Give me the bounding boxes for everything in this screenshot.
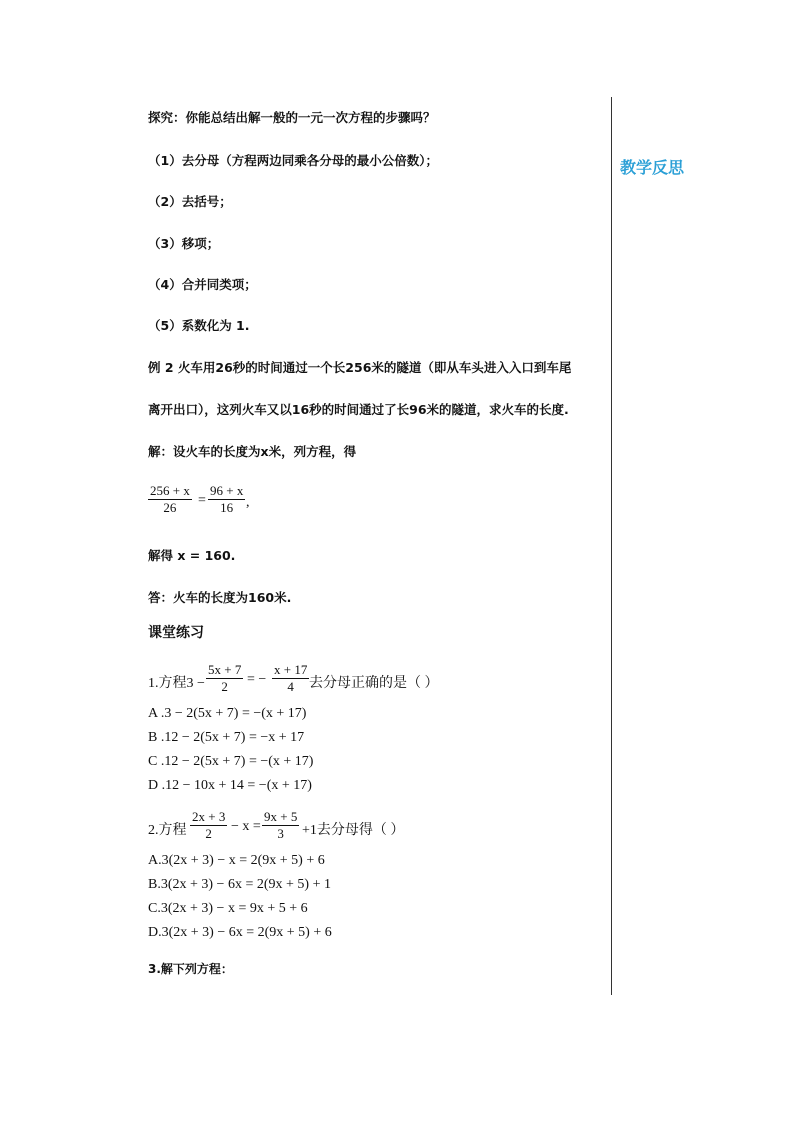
q1-f2-numerator: x + 17 [274,662,308,677]
step-4: （4）合并同类项； [148,277,257,292]
q2-mid: − x = [231,819,261,834]
step-3: （3）移项； [148,236,220,251]
eq-right-fraction [208,483,245,516]
sidebar-title: 教学反思 [620,158,685,177]
q3-text: 3.解下列方程： [148,962,233,976]
q1-f1-denominator: 2 [206,678,243,695]
q2-f2-denominator: 3 [262,825,299,842]
q1-option-a[interactable]: A .3 − 2(5x + 7) = −(x + 17) [148,706,307,721]
q2-f1-numerator: 2x + 3 [192,809,226,824]
q2-fraction-2 [262,809,299,842]
step-5: （5）系数化为 1. [148,318,250,333]
eq-right-denominator: 16 [208,499,245,516]
example-line-1: 例 2 火车用26秒的时间通过一个长256米的隧道（即从车头进入入口到车尾 [148,360,572,375]
result-line: 解得 x = 160. [148,548,236,563]
step-1: （1）去分母（方程两边同乘各分母的最小公倍数）； [148,153,438,168]
step-2: （2）去括号； [148,194,232,209]
q1-f1-numerator: 5x + 7 [208,662,242,677]
q2-option-d[interactable]: D.3(2x + 3) − 6x = 2(9x + 5) + 6 [148,925,332,940]
q1-fraction-1 [206,662,243,695]
eq-left-fraction [148,483,192,516]
answer-line: 答：火车的长度为160米. [148,590,292,605]
q1-fraction-2 [272,662,309,695]
practice-heading: 课堂练习 [148,625,204,641]
eq-left-numerator: 256 + x [150,483,190,498]
q2-option-a[interactable]: A.3(2x + 3) − x = 2(9x + 5) + 6 [148,853,325,868]
q2-suffix: +1去分母得（ ） [302,823,405,838]
eq-sign: = [198,493,206,508]
explore-question: 探究：你能总结出解一般的一元一次方程的步骤吗？ [148,110,436,125]
q1-f2-denominator: 4 [272,678,309,695]
eq-left-denominator: 26 [148,499,192,516]
q1-suffix: 去分母正确的是（ ） [309,676,439,691]
q1-prefix: 1.方程3 − [148,676,205,691]
q1-option-c[interactable]: C .12 − 2(5x + 7) = −(x + 17) [148,754,314,769]
q2-option-b[interactable]: B.3(2x + 3) − 6x = 2(9x + 5) + 1 [148,877,331,892]
q2-f1-denominator: 2 [190,825,227,842]
q2-prefix: 2.方程 [148,823,187,838]
q1-option-b[interactable]: B .12 − 2(5x + 7) = −x + 17 [148,730,305,745]
q2-option-c[interactable]: C.3(2x + 3) − x = 9x + 5 + 6 [148,901,308,916]
column-divider [611,97,612,995]
q2-fraction-1 [190,809,227,842]
solution-intro: 解：设火车的长度为x米，列方程，得 [148,444,357,459]
q1-option-d[interactable]: D .12 − 10x + 14 = −(x + 17) [148,778,312,793]
eq-tail: , [246,495,250,510]
q2-f2-numerator: 9x + 5 [264,809,298,824]
q1-mid: = − [247,672,267,687]
example-line-2: 离开出口），这列火车又以16秒的时间通过了长96米的隧道，求火车的长度. [148,402,569,417]
eq-right-numerator: 96 + x [210,483,244,498]
